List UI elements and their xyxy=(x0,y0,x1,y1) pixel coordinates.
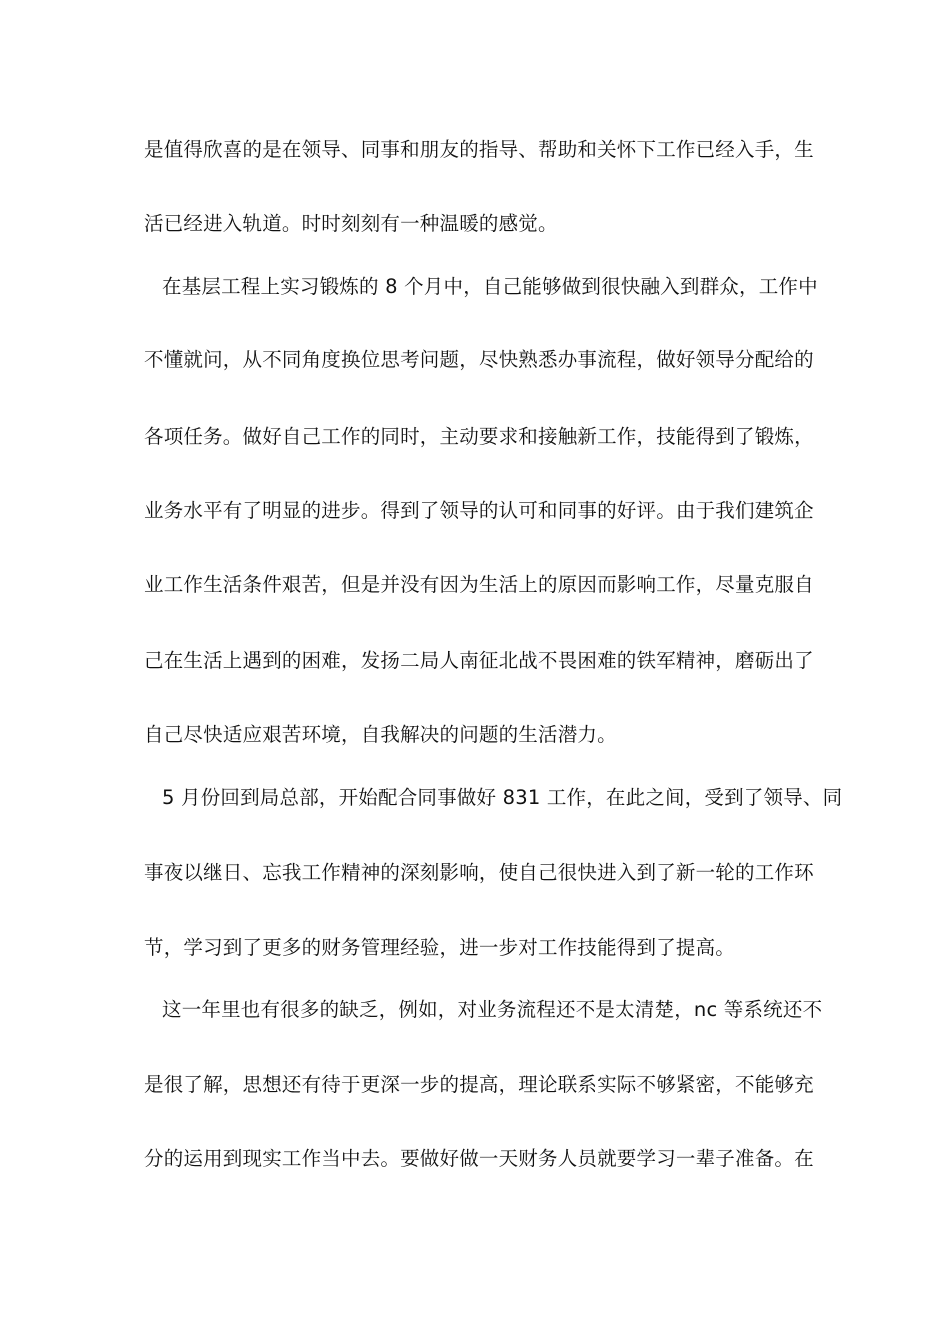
text-line-15: 分的运用到现实工作当中去。要做好做一天财务人员就要学习一辈子准备。在 xyxy=(144,1147,814,1170)
text-line-12: 节，学习到了更多的财务管理经验，进一步对工作技能得到了提高。 xyxy=(144,936,736,959)
text-line-11: 事夜以继日、忘我工作精神的深刻影响，使自己很快进入到了新一轮的工作环 xyxy=(144,861,814,884)
text-line-14: 是很了解，思想还有待于更深一步的提高，理论联系实际不够紧密，不能够充 xyxy=(144,1073,814,1096)
paragraph-start-line: 这一年里也有很多的缺乏，例如，对业务流程还不是太清楚，nc 等系统还不 xyxy=(162,998,823,1021)
text-line-4: 不懂就问，从不同角度换位思考问题，尽快熟悉办事流程，做好领导分配给的 xyxy=(144,348,814,371)
paragraph-start-line: 5 月份回到局总部，开始配合同事做好 831 工作，在此之间，受到了领导、同 xyxy=(162,786,843,809)
text-line-5: 各项任务。做好自己工作的同时，主动要求和接触新工作，技能得到了锻炼， xyxy=(144,425,814,448)
text-line-6: 业务水平有了明显的进步。得到了领导的认可和同事的好评。由于我们建筑企 xyxy=(144,499,814,522)
text-line-7: 业工作生活条件艰苦，但是并没有因为生活上的原因而影响工作，尽量克服自 xyxy=(144,573,814,596)
text-line-9: 自己尽快适应艰苦环境，自我解决的问题的生活潜力。 xyxy=(144,723,617,746)
text-line-2: 活已经进入轨道。时时刻刻有一种温暖的感觉。 xyxy=(144,212,558,235)
text-line-1: 是值得欣喜的是在领导、同事和朋友的指导、帮助和关怀下工作已经入手，生 xyxy=(144,138,814,161)
paragraph-start-line: 在基层工程上实习锻炼的 8 个月中，自己能够做到很快融入到群众，工作中 xyxy=(162,275,818,298)
text-line-8: 己在生活上遇到的困难，发扬二局人南征北战不畏困难的铁军精神，磨砺出了 xyxy=(144,649,814,672)
